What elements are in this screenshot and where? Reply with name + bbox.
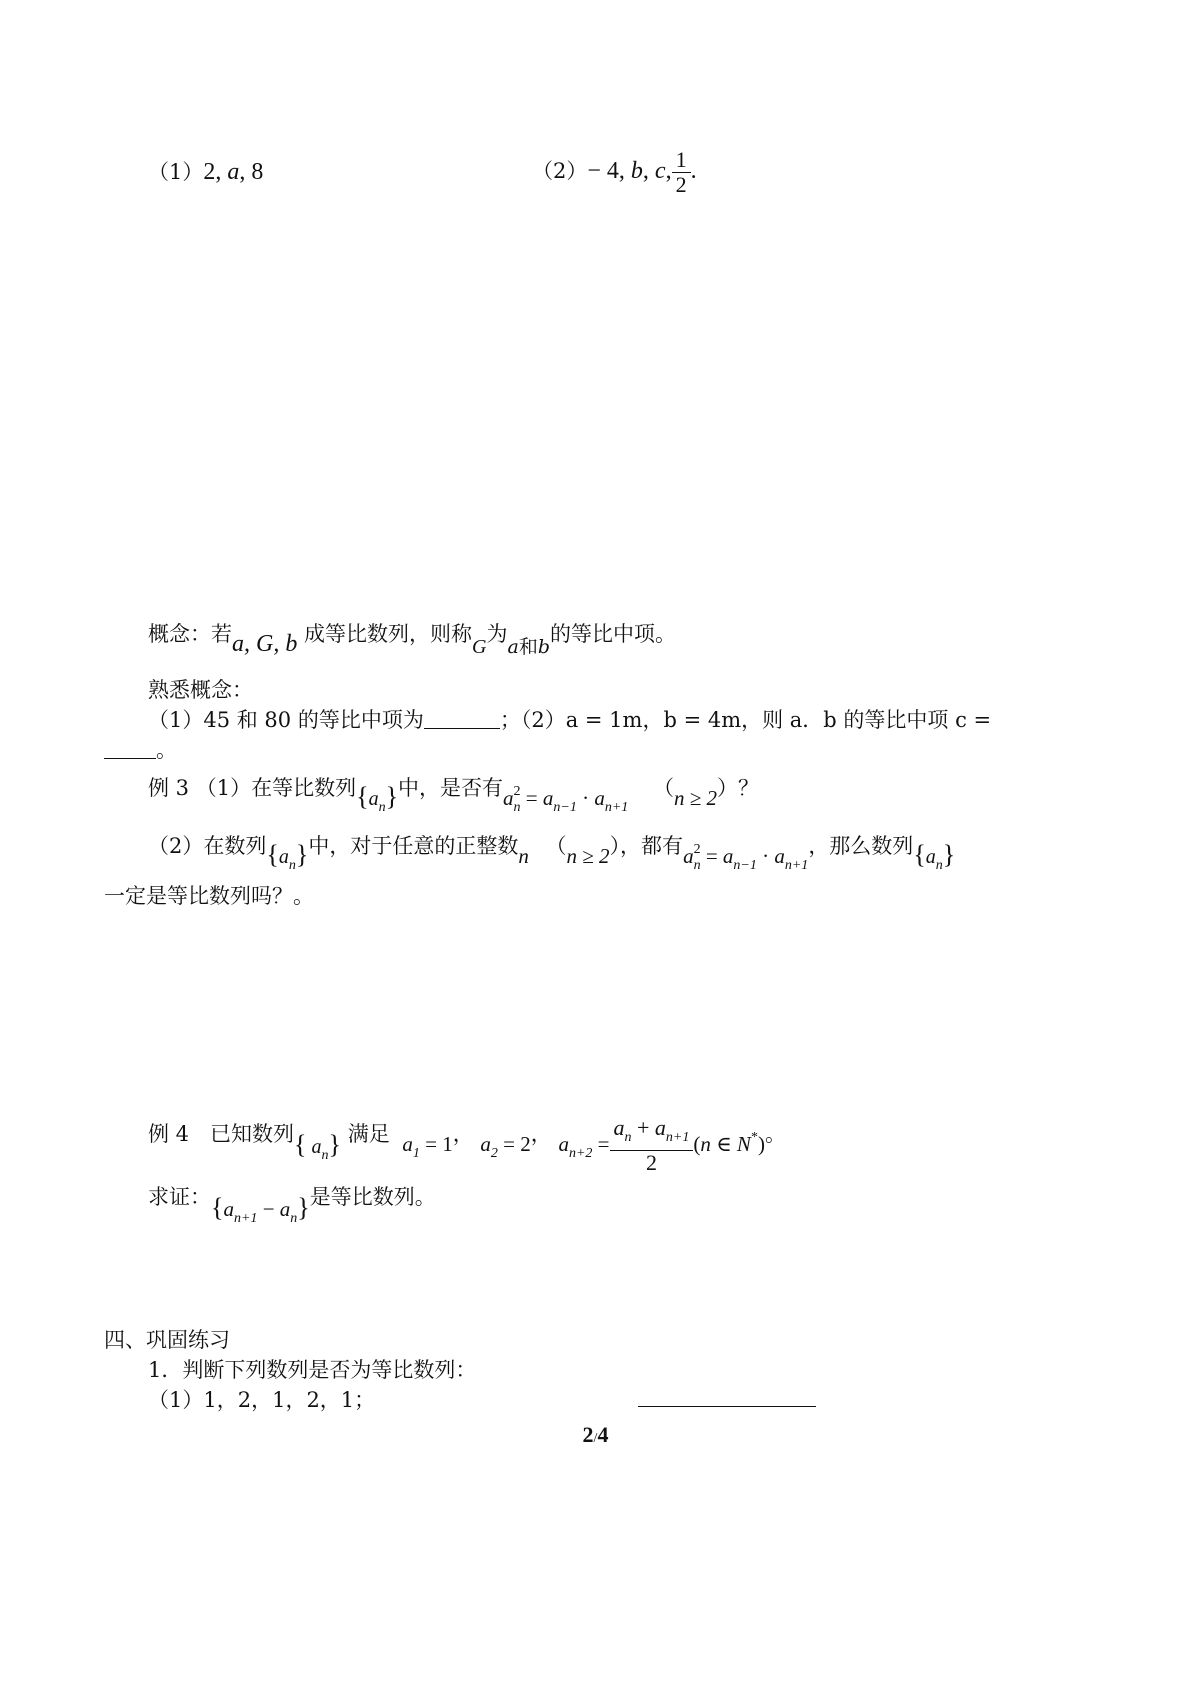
page-separator: /: [593, 1431, 598, 1446]
answer-blank-1[interactable]: [424, 710, 500, 729]
example3-line2: [148, 826, 956, 873]
example3-line1: [148, 768, 760, 815]
q1-part2-fraction: [672, 148, 691, 197]
example3-formula: $a_n^2 = a_{n-1} \cdot a_{n+1}$: [503, 784, 629, 815]
answer-blank-2[interactable]: [104, 740, 156, 759]
q1-part1-label: （1）: [148, 160, 204, 184]
page-number: 2: [582, 1422, 594, 1447]
example3-part2-d: ），都有: [609, 834, 684, 858]
example3-part2-e: ，那么数列: [808, 834, 914, 858]
example3-seq: $\{a_n\}$: [356, 782, 399, 815]
example3-part2-c: （: [545, 834, 567, 858]
section4-q1: 1．判断下列数列是否为等比数列：: [148, 1358, 477, 1382]
example4-mid: 满足: [347, 1122, 390, 1146]
section4-q1-1: （1）1，2，1，2，1；: [148, 1388, 376, 1412]
example4-proof-seq: $\{a_{n+1} - a_n\}$: [211, 1193, 310, 1226]
example4-seq: { $a_n$}: [294, 1130, 342, 1163]
example3-cond-open: （: [652, 776, 674, 800]
concept-mid1: 成等比数列，则称: [304, 622, 473, 646]
q1-part2: [532, 148, 697, 197]
example3-cond: n ≥ 2: [673, 786, 718, 810]
fraction-numerator: $a_n + a_{n+1}$: [610, 1116, 694, 1151]
example3-part2-cond: n ≥ 2: [566, 844, 610, 868]
answer-line[interactable]: [638, 1406, 816, 1407]
concept-expr-agb: a, G, b: [232, 631, 298, 657]
example4-label: 例 4 已知数列: [148, 1122, 295, 1146]
page-total: 4: [597, 1422, 609, 1447]
section4-title: 四、巩固练习: [104, 1328, 230, 1352]
example4-sep-2: ，: [530, 1122, 552, 1146]
q1-part1-expr: 2, a, 8: [203, 159, 264, 185]
example4-fraction: [610, 1116, 694, 1175]
example3-part2-formula: $a_n^2 = a_{n-1} \cdot a_{n+1}$: [683, 842, 809, 873]
concept-mid2: 为: [486, 622, 508, 646]
example4-line: [148, 1106, 786, 1175]
example4-cond: (n ∈ N*): [693, 1130, 765, 1156]
example3-part2-f: 一定是等比数列吗？。: [104, 884, 314, 908]
concept-expr-ab: a和b: [507, 636, 550, 658]
example3-mid: 中，是否有: [398, 776, 504, 800]
concept-line: [148, 620, 676, 658]
example4-end: 。: [764, 1122, 786, 1146]
page-footer: [0, 1422, 1191, 1448]
example3-cond-close: ）？: [717, 776, 760, 800]
familiar-line1: [148, 706, 991, 734]
example3-part2-a: （2）在数列: [148, 834, 267, 858]
q1-part2-label: （2）: [532, 159, 588, 183]
example4-an2: $a_{n+2}$ =: [558, 1132, 610, 1161]
example3-label: 例 3 （1）在等比数列: [148, 776, 357, 800]
example4-proof: [148, 1182, 436, 1226]
example3-part2-b: 中，对于任意的正整数: [308, 834, 519, 858]
fraction-numerator: 1: [672, 148, 691, 173]
familiar-q1-text: （1）45 和 80 的等比中项为: [148, 708, 424, 732]
example4-a2: $a_2 = 2$: [480, 1132, 531, 1161]
q1-part2-expr: − 4, b, c,: [587, 158, 672, 184]
example4-proof-label: 求证：: [148, 1185, 211, 1209]
example3-part2-seq: $\{a_n\}$: [266, 840, 309, 873]
q1-part1: [148, 158, 263, 186]
fraction-denominator: 2: [675, 172, 687, 197]
familiar-line2: [104, 736, 177, 764]
concept-suffix: 的等比中项。: [550, 622, 676, 646]
familiar-q2-text: ；（2）a = 1m，b = 4m，则 a．b 的等比中项 c =: [499, 708, 992, 732]
example3-part2-n: n: [518, 844, 529, 868]
q1-part2-end: .: [690, 158, 697, 184]
example3-part2-seq-end: $\{a_n\}$: [913, 840, 956, 873]
example4-a1: $a_1 = 1$: [402, 1132, 453, 1161]
familiar-title: 熟悉概念：: [148, 678, 253, 702]
concept-prefix: 概念：若: [148, 622, 232, 646]
fraction-denominator: 2: [645, 1150, 657, 1175]
example4-proof-suffix: 是等比数列。: [309, 1185, 436, 1209]
example4-sep-1: ，: [452, 1122, 474, 1146]
familiar-line2-end: 。: [156, 738, 177, 762]
concept-expr-g: G: [472, 636, 487, 658]
